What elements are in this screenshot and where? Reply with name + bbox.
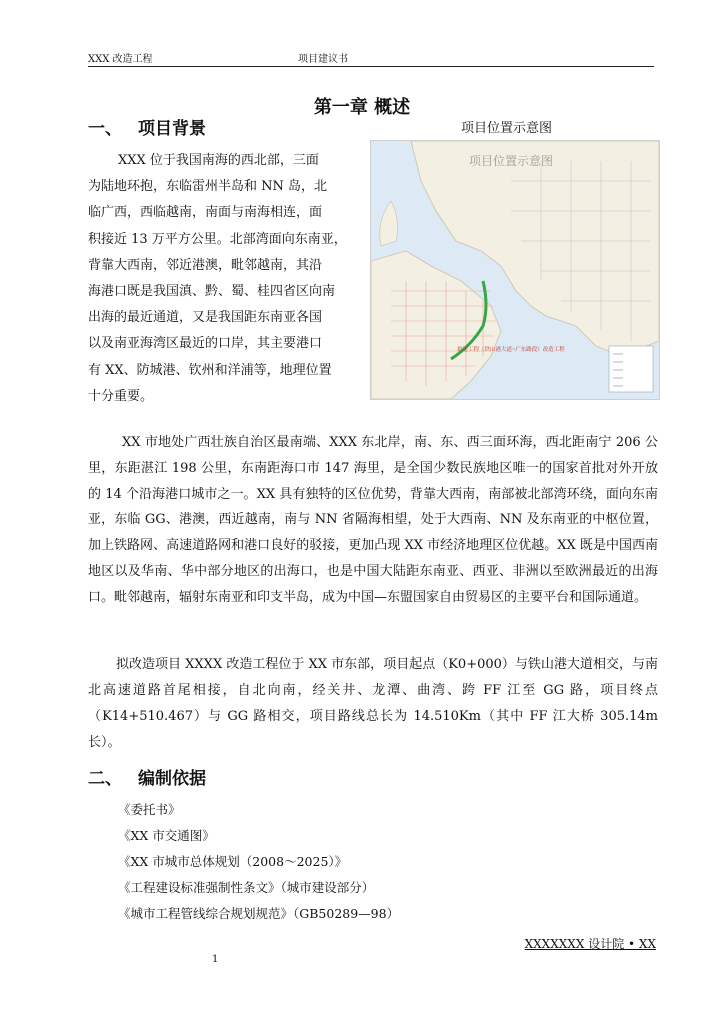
reference-item: 《工程建设标准强制性条文》（城市建设部分） [118, 880, 375, 895]
section-number: 二、 [88, 769, 122, 789]
map-inner-title: 项目位置示意图 [469, 154, 554, 168]
section-title: 编制依据 [138, 769, 206, 789]
reference-item: 《XX 市交通图》 [118, 828, 215, 843]
page-header [88, 48, 654, 67]
map-caption: 项目位置示意图 [461, 121, 553, 136]
text-line: 为陆地环抱，东临雷州半岛和 NN 岛，北 [88, 179, 328, 195]
header-doc-type: 项目建议书 [298, 54, 348, 65]
text-line: 背靠大西南，邻近港澳，毗邻越南，其沿 [88, 257, 323, 273]
text-line: 积接近 13 万平方公里。北部湾面向东南亚， [88, 231, 347, 247]
background-paragraph-3: 拟改造项目 XXXX 改造工程位于 XX 市东部，项目起点（K0+000）与铁山港大道相交，与南北高速道路首尾相接，自北向南，经关井、龙潭、曲湾、跨 FF 江至 GG 路，项目终点（K14+510.467）与 GG 路相交，项目路线总长为 14.510Km（其中 FF 江大桥 305.14m 长）。 [88, 657, 658, 750]
chapter-title: 第一章 概述 [313, 97, 411, 118]
reference-list [118, 797, 399, 927]
text-line: 有 XX、防城港、钦州和洋浦等，地理位置 [88, 362, 332, 378]
location-map-graphic [371, 141, 659, 399]
reference-item: 《城市工程管线综合规划规范》（GB50289—98） [118, 906, 400, 921]
background-paragraph-1 [88, 148, 360, 410]
map-route-label: 拟建工程（铁山港大道~广东路段）改造工程 [457, 347, 565, 353]
text-line: 以及南亚海湾区最近的口岸，其主要港口 [88, 336, 323, 352]
text-line: XXX 位于我国南海的西北部，三面 [118, 153, 319, 168]
text-line: 十分重要。 [88, 388, 154, 404]
section-heading-basis [88, 764, 206, 789]
text-line: 出海的最近通道，又是我国距东南亚各国 [88, 310, 323, 326]
page-number: 1 [212, 954, 219, 965]
background-paragraph-2: XX 市地处广西壮族自治区最南端、XXX 东北岸，南、东、西三面环海，西北距南宁 206 公里，东距湛江 198 公里，东南距海口市 147 海里，是全国少数民族地区唯一的国家首批对外开放的 14 个沿海港口城市之一。XX 具有独特的区位优势，背靠大西南，南部被北部湾环绕，面向东南亚，东临 GG、港澳，西近越南，南与 NN 省隔海相望，处于大西南、NN 及东南亚的中枢位置，加上铁路网、高速道路网和港口良好的驳接，更加凸现 XX 市经济地理区位优越。XX 既是中国西南地区以及华南、华中部分地区的出海口，也是中国大陆距东南亚、西亚、非洲以至欧洲最近的出海口。毗邻越南，辐射东南亚和印支半岛，成为中国—东盟国家自由贸易区的主要平台和国际通道。 [88, 435, 658, 605]
section-number: 一、 [88, 119, 122, 139]
footer-organization: XXXXXXX 设计院 • XX [524, 937, 656, 951]
text-line: 临广西，西临越南，南面与南海相连，面 [88, 205, 323, 221]
header-project: XXX 改造工程 [88, 54, 153, 65]
reference-item: 《XX 市城市总体规划（2008～2025）》 [118, 854, 348, 869]
location-map [370, 140, 660, 400]
reference-item: 《委托书》 [118, 802, 181, 817]
text-line: 海港口既是我国滇、黔、蜀、桂四省区向南 [88, 284, 336, 300]
section-heading-background [88, 114, 206, 139]
section-title: 项目背景 [138, 119, 206, 139]
